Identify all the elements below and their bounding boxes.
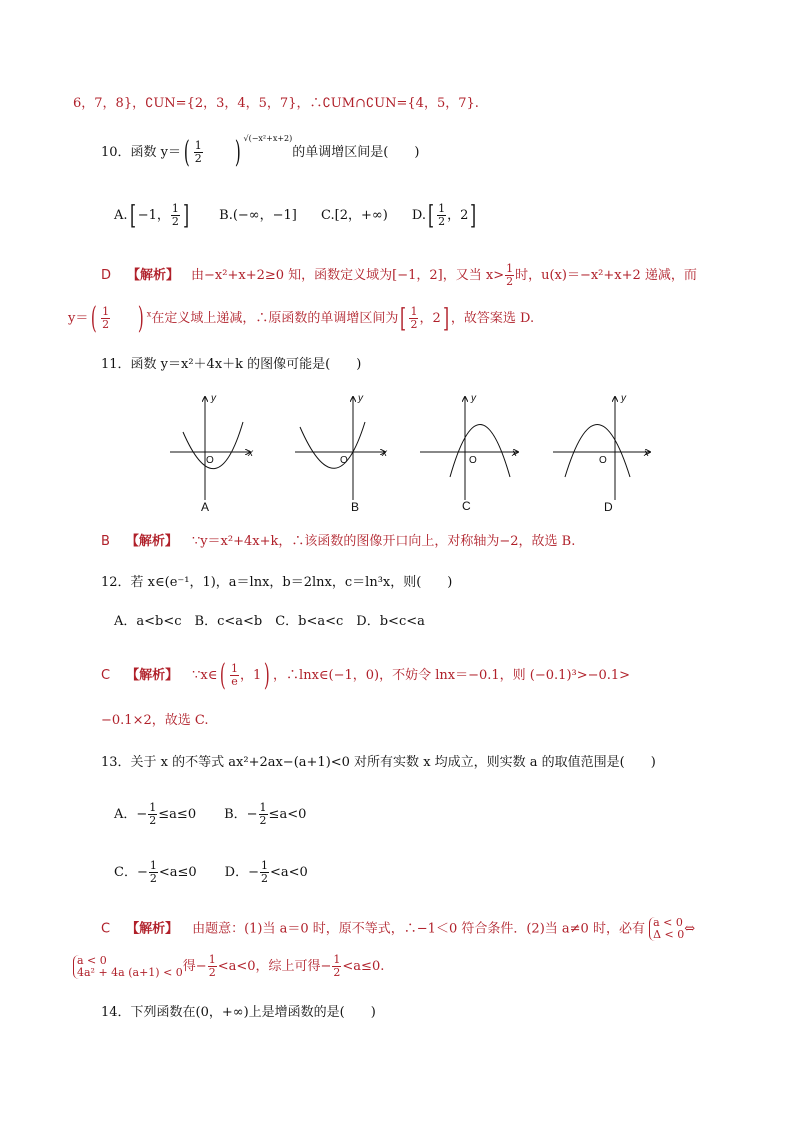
q10-option-c: C.[2，+∞) bbox=[321, 208, 388, 223]
q11-graphs bbox=[165, 392, 665, 514]
q10-stem-end: 的单调增区间是( ) bbox=[292, 145, 420, 160]
graph-c-y-label: y bbox=[471, 393, 476, 404]
q10-answer-line2: y＝( $\frac{1}{2}$ ) $^x$在定义域上递减，∴原函数的单调增区间为[ $\frac{1}{2}$ ，2] ，故答案选 D. bbox=[68, 300, 535, 336]
q10-option-b: B.(−∞，−1] bbox=[219, 208, 297, 223]
q10-analysis-tag: 【解析】 bbox=[127, 268, 180, 283]
q10-option-d-label: D. bbox=[411, 208, 427, 223]
q10-base-fraction: $\frac{1}{2}$ bbox=[194, 139, 202, 165]
graph-d-x-label: x bbox=[644, 448, 649, 459]
q12-answer-line2: −0.1×2，故选 C. bbox=[101, 713, 209, 728]
graph-d-y-label: y bbox=[621, 393, 626, 404]
graph-d-origin: O bbox=[599, 455, 607, 466]
q12-analysis-tag: 【解析】 bbox=[126, 668, 179, 683]
graph-a-y-label: y bbox=[211, 393, 216, 404]
q10-stem-start: 10．函数 y＝ bbox=[101, 145, 182, 160]
graph-d-caption: D bbox=[604, 500, 613, 514]
q11-analysis-tag: 【解析】 bbox=[125, 534, 178, 549]
graph-b bbox=[295, 397, 385, 500]
graph-c-x-label: x bbox=[512, 448, 517, 459]
q10-option-d-value: ，2 bbox=[447, 208, 469, 223]
q12-answer-letter: C bbox=[101, 668, 111, 683]
q11-answer-letter: B bbox=[101, 534, 110, 549]
q10-stem: 10．函数 y＝( $\frac{1}{2}$ ) $^{√(-x^2+x+2)}$的单调增区间是( ) bbox=[101, 133, 420, 170]
graph-a-origin: O bbox=[206, 455, 214, 466]
q10-option-a-value: −1， bbox=[137, 208, 170, 223]
graph-b-y-label: y bbox=[358, 393, 363, 404]
graph-a-caption: A bbox=[201, 500, 210, 514]
q12-options: A．a<b<c B．c<a<b C．b<a<c D．b<c<a bbox=[114, 614, 425, 629]
q13-options-cd: C．− $\frac{1}{2}$ <a≤0 D．− $\frac{1}{2}$ <a<0 bbox=[114, 859, 308, 885]
q13-analysis-tag: 【解析】 bbox=[126, 921, 179, 937]
graph-c-caption: C bbox=[462, 499, 471, 513]
graph-b-caption: B bbox=[351, 500, 360, 514]
q13-expanded-system: a < 0 4a² + 4a (a+1) < 0 bbox=[73, 955, 183, 979]
q13-stem: 13．关于 x 的不等式 ax²+2ax−(a+1)<0 对所有实数 x 均成立，则实数 a 的取值范围是( ) bbox=[101, 755, 656, 770]
q12-stem: 12．若 x∈(e⁻¹，1)，a＝lnx，b＝2lnx，c＝ln³x，则( ) bbox=[101, 575, 453, 590]
graph-c bbox=[420, 397, 518, 500]
q12-answer-line1: C 【解析】 ∵x∈( $\frac{1}{e}$ ，1) ，∴lnx∈(−1，0)，不妨令 lnx＝−0.1，则 (−0.1)³>−0.1> bbox=[101, 657, 631, 693]
q10-answer-letter: D bbox=[101, 268, 112, 283]
graph-d bbox=[553, 397, 650, 500]
q10-exponent: √(−x²+x+2) bbox=[243, 133, 293, 143]
graph-c-origin: O bbox=[469, 455, 477, 466]
q13-options-ab: A．− $\frac{1}{2}$ ≤a≤0 B．− $\frac{1}{2}$ ≤a<0 bbox=[114, 801, 307, 827]
q14-stem: 14．下列函数在(0，+∞)上是增函数的是( ) bbox=[101, 1005, 376, 1020]
prev-answer-line: 6，7，8}，∁UN={2，3，4，5，7}，∴∁UM∩∁UN={4，5，7}. bbox=[73, 96, 479, 111]
q13-answer-letter: C bbox=[101, 921, 111, 937]
graph-a-x-label: x bbox=[248, 448, 253, 459]
q13-answer-line2: a < 0 4a² + 4a (a+1) < 0 得− $\frac{1}{2}$ <a<0，综上可得− $\frac{1}{2}$ <a≤0. bbox=[73, 954, 384, 979]
q11-stem: 11．函数 y＝x²＋4x＋k 的图像可能是( ) bbox=[101, 357, 362, 372]
q13-answer-line1: C 【解析】 由题意：(1)当 a＝0 时，原不等式，∴−1＜0 符合条件．(2)当 a≠0 时，必有 a < 0 Δ < 0 ⇔ bbox=[101, 916, 696, 941]
q10-option-a-label: A. bbox=[114, 208, 128, 223]
graph-a bbox=[170, 397, 250, 500]
graph-b-x-label: x bbox=[382, 448, 387, 459]
graph-b-origin: O bbox=[340, 455, 348, 466]
q10-answer-line1: D 【解析】 由−x²+x+2≥0 知，函数定义域为[−1，2]，又当 x> $\frac{1}{2}$ 时，u(x)＝−x²+x+2 递减，而 bbox=[101, 262, 697, 288]
q13-condition-system: a < 0 Δ < 0 bbox=[649, 917, 684, 941]
q11-answer: B 【解析】 ∵y＝x²+4x+k，∴该函数的图像开口向上，对称轴为−2，故选 B. bbox=[101, 534, 576, 549]
q10-options: A.[ −1， $\frac{1}{2}$ ] B.(−∞，−1] C.[2，+∞) D.[ $\frac{1}{2}$ ，2] bbox=[114, 200, 477, 231]
